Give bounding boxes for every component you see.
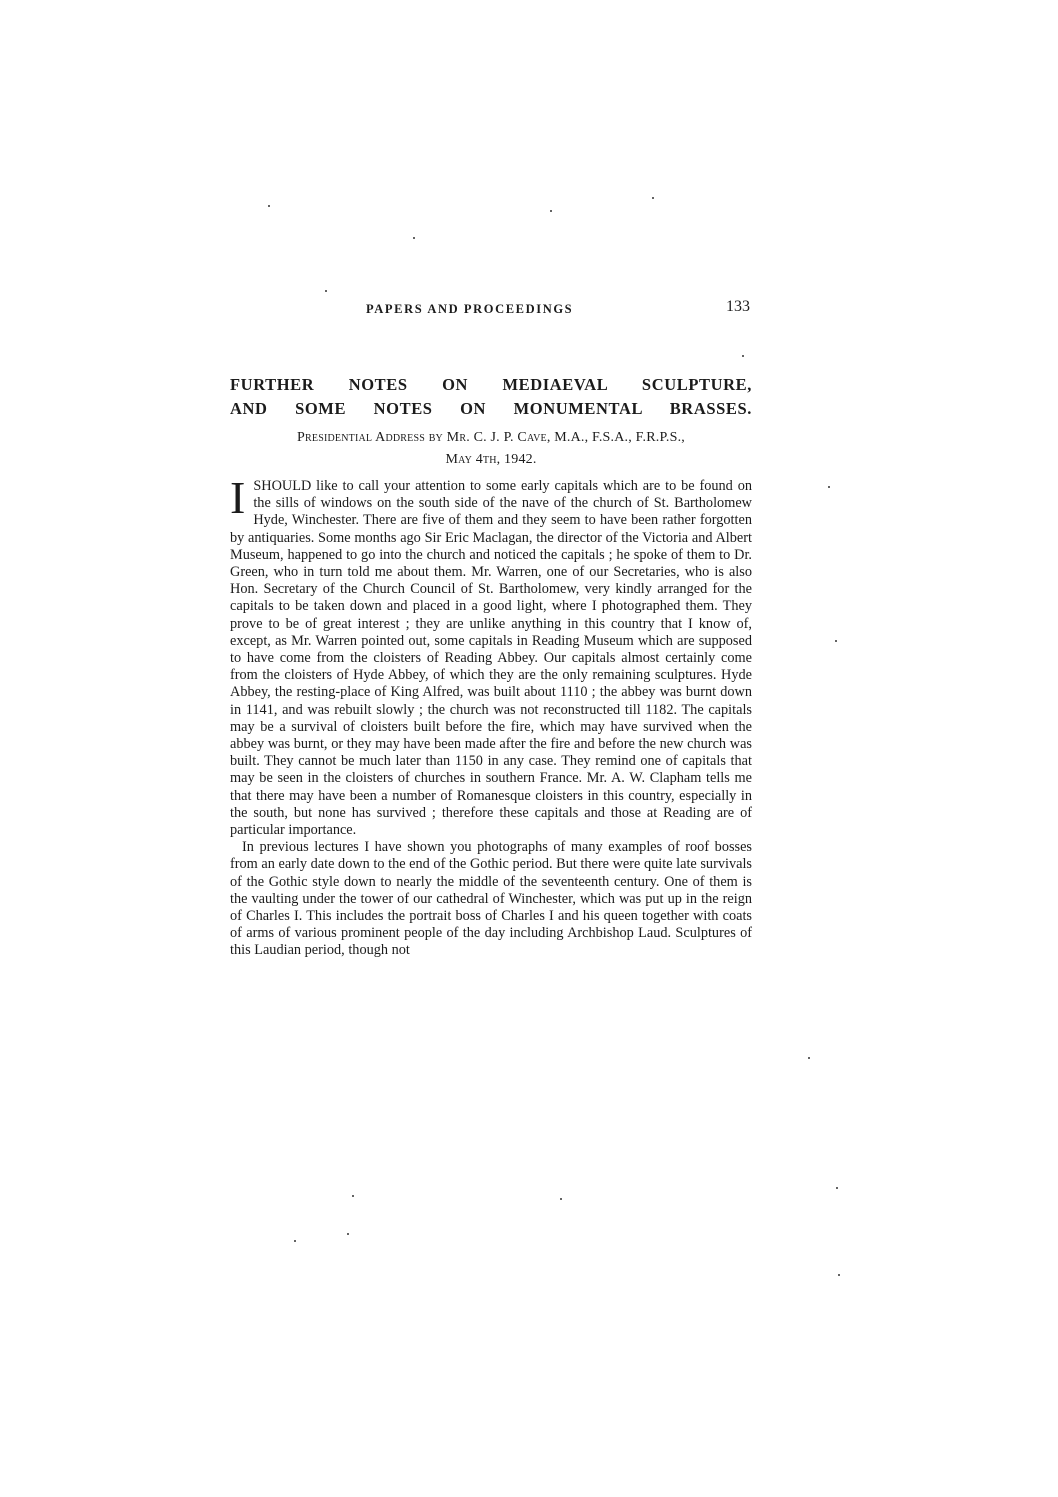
scan-speck [550, 210, 552, 212]
paragraph-2: In previous lectures I have shown you photographs of many examples of roof bosses from an early date down to the end of the Gothic period. But there were quite late survivals of the Gothic style down to nearly the middle of the seventeenth century. One of them is the vaulting under the tower of our cathedral of Winchester, which was put up in the reign of Charles I. This includes the portrait boss of Charles I and his queen together with coats of arms of various prominent people of the day including Archbishop Laud. Sculptures of this Laudian period, though not [230, 839, 752, 959]
page-header [338, 300, 750, 320]
article-title-line-2: AND SOME NOTES ON MONUMENTAL BRASSES. [230, 399, 752, 418]
scan-speck [347, 1233, 349, 1235]
article-subtitle [230, 427, 752, 471]
page-number: 133 [726, 298, 750, 315]
scan-speck [836, 1187, 838, 1189]
scan-speck [325, 290, 327, 292]
scan-speck [652, 197, 654, 199]
scan-speck [828, 486, 830, 488]
scan-speck [742, 355, 744, 357]
scan-speck [268, 205, 270, 207]
scan-speck [294, 1240, 296, 1242]
scan-speck [352, 1195, 354, 1197]
article-body [230, 472, 752, 960]
running-head: PAPERS AND PROCEEDINGS [366, 302, 574, 316]
article-title-line-1: FURTHER NOTES ON MEDIAEVAL SCULPTURE, [230, 375, 752, 394]
scan-speck [838, 1274, 840, 1276]
paragraph-1-text: SHOULD like to call your attention to some early capitals which are to be found on the sills of windows on the south side of the nave of the church of St. Bartholomew Hyde, Winchester. There are five of them and they seem to have been rather forgotten by antiquaries. Some months ago Sir Eric Maclagan, the director of the Victoria and Albert Museum, happened to go into the church and noticed the capitals ; he spoke of them to Dr. Green, who in turn told me about them. Mr. Warren, one of our Secretaries, who is also Hon. Secretary of the Church Council of St. Bartholomew, very kindly arranged for the capitals to be taken down and placed in a good light, where I photographed them. They prove to be of great interest ; they are unlike anything in this country that I know of, except, as Mr. Warren pointed out, some capitals in Reading Museum which are supposed to have come from the cloisters of Reading Abbey. Our capitals almost certainly come from the cloisters of Hyde Abbey, of which they are the only remaining sculptures. Hyde Abbey, the resting-place of King Alfred, was built about 1110 ; the abbey was burnt down in 1141, and was rebuilt slowly ; the church was not reconstructed till 1182. The capitals may be a survival of cloisters built before the fire, which may have survived when the abbey was burnt, or they may have been made after the fire and before the new church was built. They cannot be much later than 1150 in any case. They remind one of capitals that may be seen in the cloisters of churches in southern France. Mr. A. W. Clapham tells me that there may have been a number of Romanesque cloisters in this country, especially in the south, but none has survived ; therefore these capitals and those at Reading are of particular importance. [230, 478, 752, 839]
scan-speck [808, 1057, 810, 1059]
scan-speck [413, 237, 415, 239]
scan-speck [835, 640, 837, 642]
article-title [230, 373, 752, 421]
paragraph-1 [230, 472, 752, 839]
subtitle-line-2: May 4th, 1942. [445, 452, 537, 467]
scan-speck [560, 1198, 562, 1200]
subtitle-line-1: Presidential Address by Mr. C. J. P. Cave, M.A., F.S.A., F.R.P.S., [297, 430, 685, 445]
drop-cap: I [230, 472, 246, 523]
